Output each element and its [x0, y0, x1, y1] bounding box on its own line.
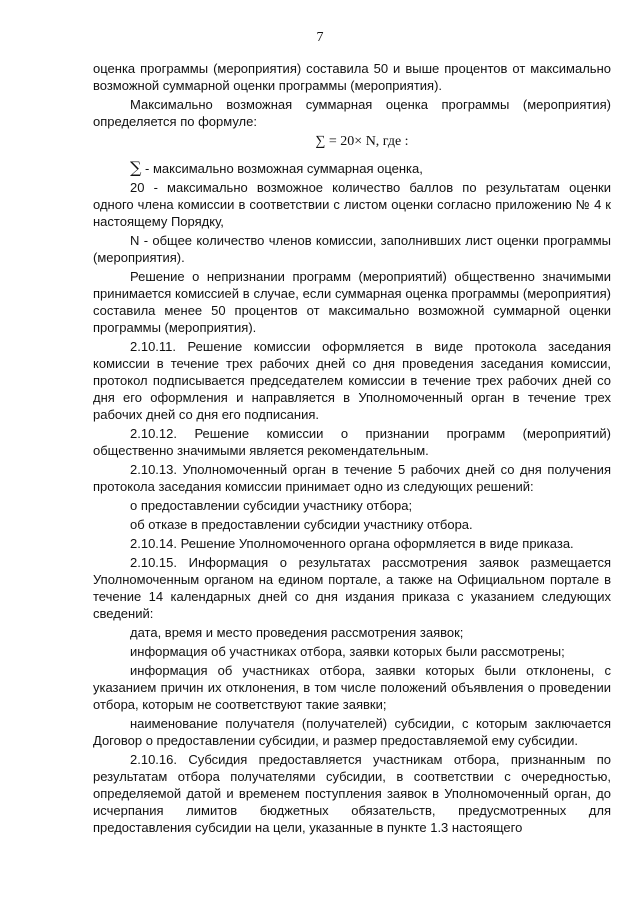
paragraph: оценка программы (мероприятия) составила 50 и выше процентов от максимально возможной суммарной оценки программы (мероприятия). [93, 61, 611, 93]
sigma-definition [93, 159, 611, 177]
paragraph: 2.10.15. Информация о результатах рассмотрения заявок размещается Уполномоченным органом на едином портале, а также на Официальном портале в течение 14 календарных дней со дня издания приказа с указанием следующих сведений: [93, 555, 611, 621]
paragraph: Решение о непризнании программ (мероприятий) общественно значимыми принимается комиссией в случае, если суммарная оценка программы (мероприятия) составила менее 50 процентов от максимально возможной суммарной оценки программы (мероприятия). [93, 269, 611, 335]
page-number: 7 [316, 30, 324, 45]
document-body [93, 60, 611, 838]
paragraph: 2.10.13. Уполномоченный орган в течение 5 рабочих дней со дня получения протокола заседания комиссии принимает одно из следующих решений: [93, 462, 611, 494]
sigma-definition-text: - максимально возможная суммарная оценка, [141, 161, 423, 176]
list-item: наименование получателя (получателей) субсидии, с которым заключается Договор о предоставлении субсидии, и размер предоставляемой ему субсидии. [93, 716, 611, 748]
paragraph: 2.10.11. Решение комиссии оформляется в виде протокола заседания комиссии в течение трех рабочих дней со дня проведения заседания комиссии, протокол подписывается председателем комиссии в течение трех рабочих дней со дня его оформления и направляется в Уполномоченный орган в течение трех рабочих дней со дня его подписания. [93, 339, 611, 422]
list-item: информация об участниках отбора, заявки которых были отклонены, с указанием причин их отклонения, в том числе положений объявления о проведении отбора, которым не соответствуют такие заявки; [93, 663, 611, 712]
list-item: дата, время и место проведения рассмотрения заявок; [130, 625, 464, 640]
paragraph: Максимально возможная суммарная оценка программы (мероприятия) определяется по формуле: [93, 97, 611, 129]
paragraph: N - общее количество членов комиссии, заполнивших лист оценки программы (мероприятия). [93, 233, 611, 265]
list-item: информация об участниках отбора, заявки которых были рассмотрены; [130, 644, 565, 659]
paragraph: 2.10.16. Субсидия предоставляется участникам отбора, признанным по результатам отбора получателями субсидии, в соответствии с очередностью, определяемой датой и временем поступления заявок в Уполномоченный орган, до исчерпания лимитов бюджетных обязательств, предусмотренных для предоставления субсидии на цели, указанные в пункте 1.3 настоящего [93, 752, 611, 835]
sigma-symbol: ∑ [130, 158, 142, 177]
paragraph: 20 - максимально возможное количество баллов по результатам оценки одного члена комиссии в соответствии с листом оценки согласно приложению № 4 к настоящему Порядку, [93, 180, 611, 229]
paragraph: 2.10.14. Решение Уполномоченного органа оформляется в виде приказа. [130, 536, 574, 551]
list-item: о предоставлении субсидии участнику отбора; [130, 498, 413, 513]
formula: ∑ = 20× N, где : [315, 134, 409, 149]
list-item: об отказе в предоставлении субсидии участнику отбора. [130, 517, 473, 532]
paragraph: 2.10.12. Решение комиссии о признании программ (мероприятий) общественно значимыми является рекомендательным. [93, 426, 611, 458]
